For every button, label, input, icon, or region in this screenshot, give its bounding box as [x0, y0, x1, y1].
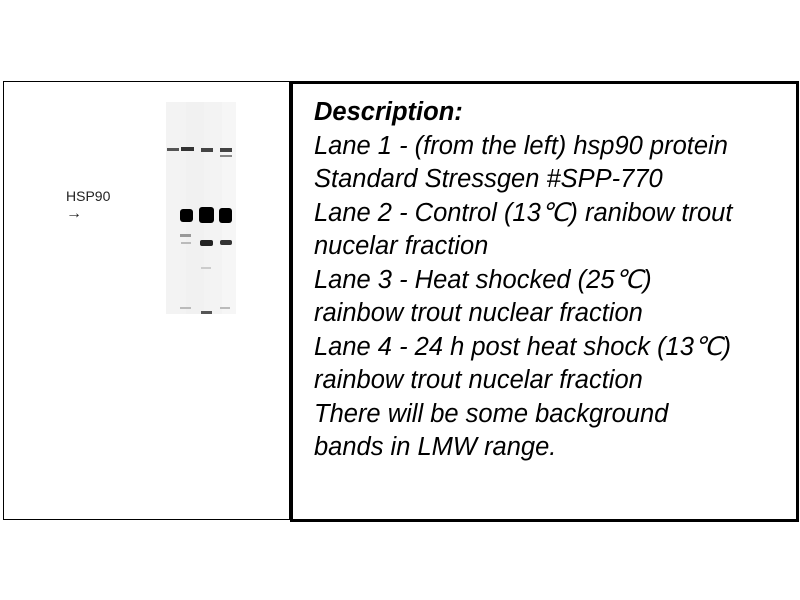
right-arrow-icon: → [66, 205, 82, 222]
band-lane3-hsp90 [199, 207, 214, 223]
band-lane4-upper [220, 148, 232, 152]
gel-lane-1 [166, 102, 188, 314]
description-text [314, 96, 798, 465]
description-line-6: rainbow trout nuclear fraction [314, 299, 643, 327]
western-blot-panel [3, 81, 290, 520]
description-line-4: nucelar fraction [314, 232, 489, 260]
description-panel [290, 81, 799, 522]
description-line-1: Lane 1 - (from the left) hsp90 protein [314, 131, 728, 160]
band-lane4-hsp90 [219, 208, 232, 223]
description-line-10: bands in LMW range. [314, 433, 557, 461]
band-lane2-hsp90 [180, 209, 193, 222]
description-line-5: Lane 3 - Heat shocked (25℃) [314, 265, 652, 294]
description-title: Description: [314, 98, 463, 126]
hsp90-marker-label: HSP90 [66, 188, 111, 204]
description-line-7: Lane 4 - 24 h post heat shock (13℃) [314, 332, 732, 361]
description-line-9: There will be some background [314, 399, 669, 428]
description-line-3: Lane 2 - Control (13℃) ranibow trout [314, 198, 733, 227]
band-lane3-upper [201, 148, 213, 152]
band-lane1-upper [167, 148, 179, 151]
band-lane2-upper [181, 147, 194, 151]
band-lane4-lower [220, 240, 232, 245]
western-blot-image [4, 82, 289, 519]
description-line-8: rainbow trout nucelar fraction [314, 366, 643, 394]
description-line-2: Standard Stressgen #SPP-770 [314, 165, 663, 193]
band-lane3-lower [200, 240, 213, 246]
band-lane3-bottom [201, 311, 212, 314]
